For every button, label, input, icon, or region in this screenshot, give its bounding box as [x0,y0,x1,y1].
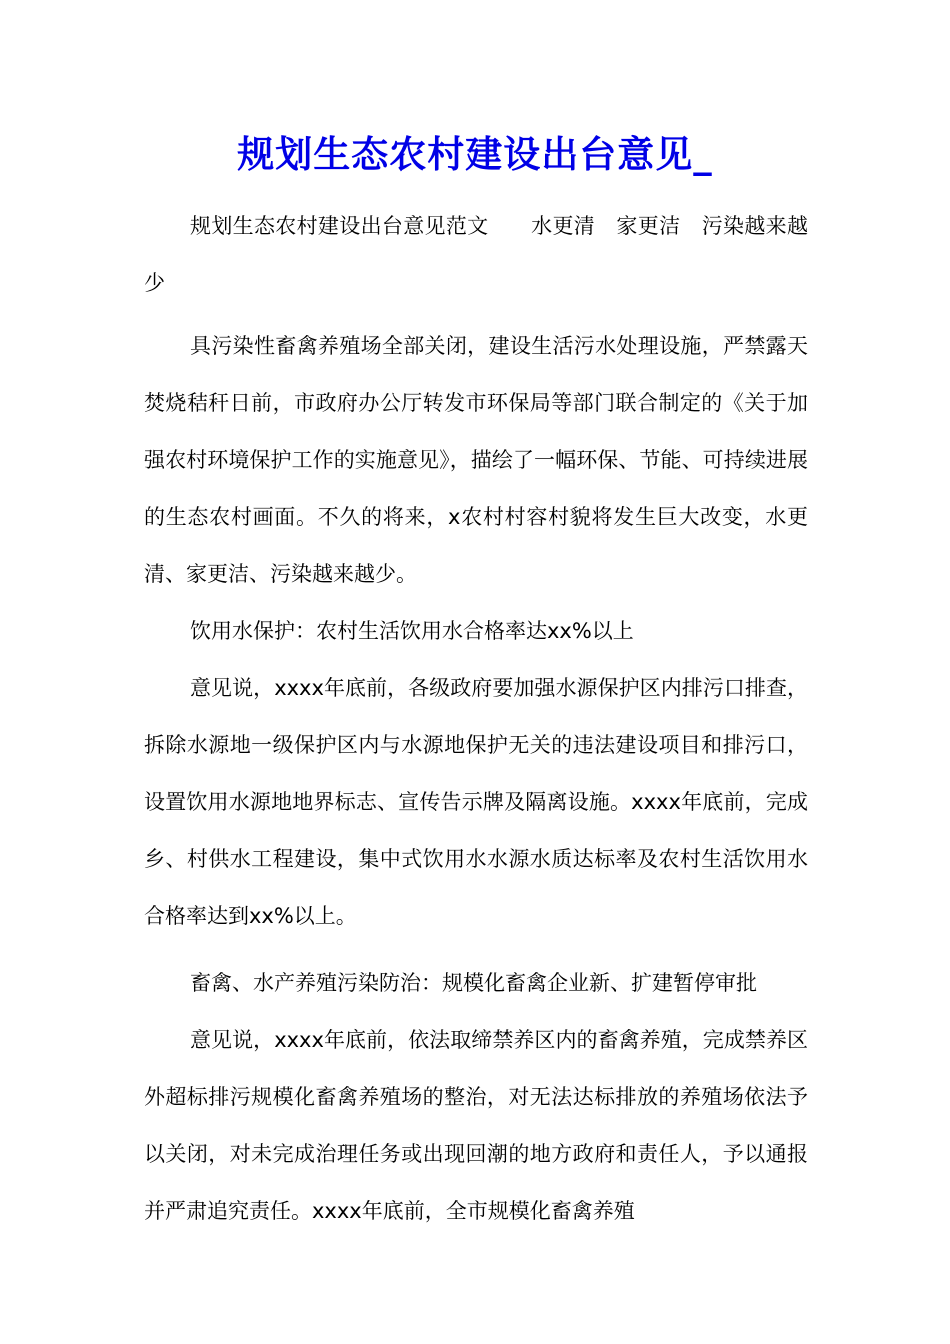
paragraph-water-detail: 意见说，xxxx年底前，各级政府要加强水源保护区内排污口排查，拆除水源地一级保护区内与水源地保护无关的违法建设项目和排污口，设置饮用水源地地界标志、宣传告示牌及隔离设施。xxxx年底前，完成乡、村供水工程建设，集中式饮用水水源水质达标率及农村生活饮用水合格率达到xx%以上。 [144,676,808,928]
paragraph-heading-livestock: 畜禽、水产养殖污染防治：规模化畜禽企业新、扩建暂停审批 [190,971,757,995]
paragraph-intro: 规划生态农村建设出台意见范文 水更清 家更洁 污染越来越少 [144,214,808,295]
paragraph-livestock-detail: 意见说，xxxx年底前，依法取缔禁养区内的畜禽养殖，完成禁养区外超标排污规模化畜禽养殖场的整治，对无法达标排放的养殖场依法予以关闭，对未完成治理任务或出现回潮的地方政府和责任人，予以通报并严肃追究责任。xxxx年底前，全市规模化畜禽养殖 [144,1028,808,1223]
document-title: 规划生态农村建设出台意见_ [237,132,713,176]
paragraph-heading-water: 饮用水保护：农村生活饮用水合格率达xx%以上 [190,619,634,643]
document-body [144,198,808,1240]
paragraph-overview: 具污染性畜禽养殖场全部关闭，建设生活污水处理设施，严禁露天焚烧秸秆日前，市政府办公厅转发市环保局等部门联合制定的《关于加强农村环境保护工作的实施意见》，描绘了一幅环保、节能、可持续进展的生态农村画面。不久的将来，x农村村容村貌将发生巨大改变，水更清、家更洁、污染越来越少。 [144,334,808,586]
